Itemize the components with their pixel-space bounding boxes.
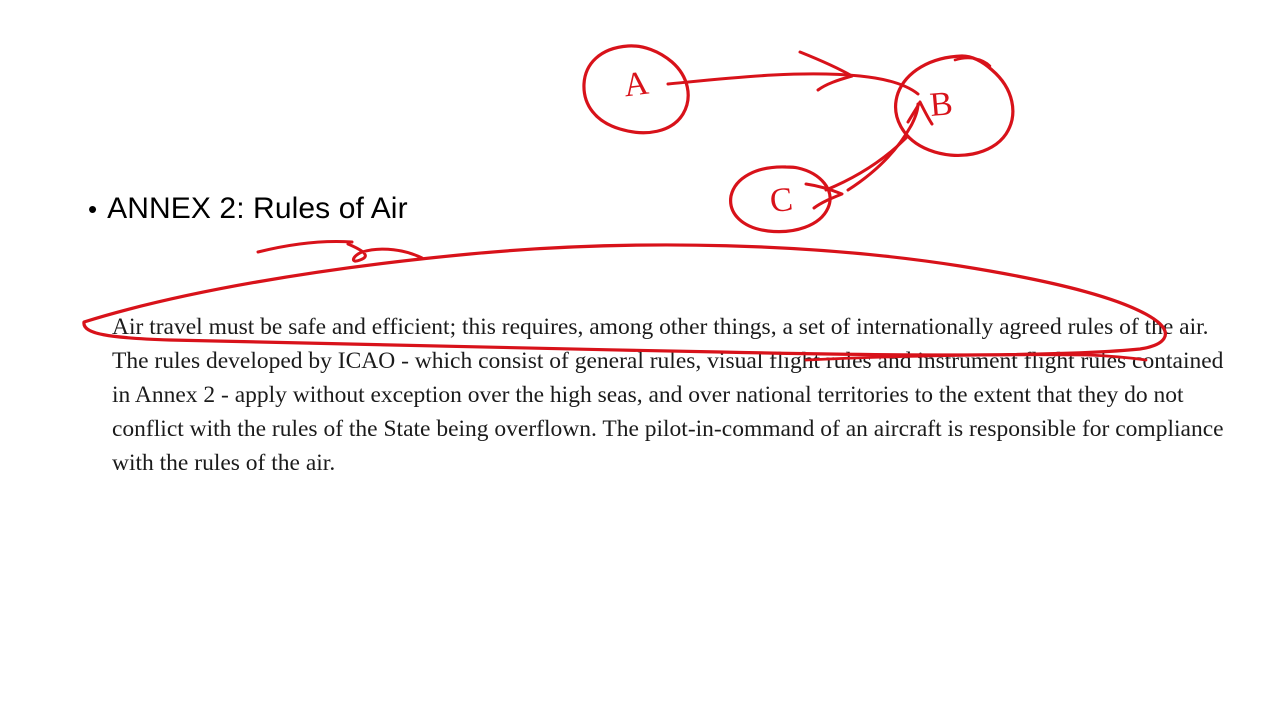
bullet-icon: • xyxy=(88,194,98,224)
ink-arrow-a-to-b xyxy=(668,74,918,94)
heading-bullet-line xyxy=(88,192,408,226)
paragraph-line: with the rules of the air. xyxy=(112,450,336,476)
ink-underline-heading-2 xyxy=(348,244,422,261)
page-title: ANNEX 2: Rules of Air xyxy=(107,192,408,225)
ink-arrow-a-to-b-head xyxy=(800,52,852,90)
paragraph-line: conflict with the rules of the State being overflown. The pilot-in-command of an aircraft is responsible for compliance xyxy=(112,416,1224,442)
ink-arrow-c-to-b xyxy=(848,104,918,190)
paragraph-line: The rules developed by ICAO - which consist of general rules, visual flight rules and instrument flight rules contained xyxy=(112,348,1224,374)
ink-circle-node-b xyxy=(896,56,1013,155)
ink-label-node-a: A xyxy=(621,64,651,105)
ink-label-node-c: C xyxy=(768,180,795,221)
ink-tick-node-b xyxy=(955,58,990,66)
body-paragraph xyxy=(112,310,1224,480)
ink-label-node-b: B xyxy=(928,85,955,124)
ink-underline-heading-1 xyxy=(258,241,352,252)
ink-arrow-c-to-b-head xyxy=(908,102,932,124)
paragraph-line: Air travel must be safe and efficient; this requires, among other things, a set of internationally agreed rules of the air. xyxy=(112,314,1209,340)
ink-arrow-b-to-c xyxy=(826,138,906,190)
ink-arrow-b-to-c-head xyxy=(806,184,842,208)
paragraph-line: in Annex 2 - apply without exception over the high seas, and over national territories to the extent that they do not xyxy=(112,382,1184,408)
